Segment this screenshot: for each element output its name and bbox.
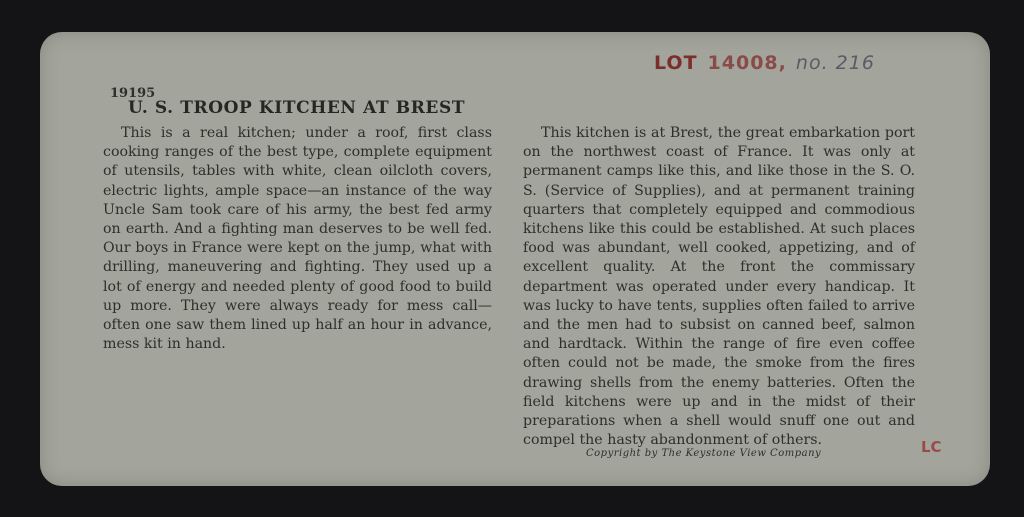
copyright-credit: Copyright by The Keystone View Company (586, 448, 822, 459)
handwritten-lot: LOT (654, 52, 698, 74)
text-column-2 (523, 124, 915, 450)
card-title: U. S. TROOP KITCHEN AT BREST (128, 98, 466, 118)
paragraph-1: This is a real kitchen; under a roof, first class cooking ranges of the best type, complete equipment of utensils, tables with white, clean oilcloth covers, electric lights, ample space—an instance of the way Uncle Sam took care of his army, the best fed army on earth. And a fighting man deserves to be well fed. Our boys in France were kept on the jump, what with drilling, maneuvering and fighting. They used up a lot of energy and needed plenty of good food to build up more. They were always ready for mess call—often one saw them lined up half an hour in advance, mess kit in hand. (103, 125, 492, 353)
handwritten-lot-digits: 14008, (707, 52, 787, 74)
card-number: 19195 (110, 86, 156, 101)
lc-stamp: LC (921, 438, 942, 456)
paragraph-2: This kitchen is at Brest, the great embarkation port on the northwest coast of France. It was only at permanent camps like this, and like those in the S. O. S. (Service of Supplies), and at permanent training quarters that completely equipped and commodious kitchens like this could be established. At such places food was abundant, well cooked, appetizing, and of excellent quality. At the front the commissary department was operated under every handicap. It was lucky to have tents, supplies often failed to arrive and the men had to subsist on canned beef, salmon and hardtack. Within the range of fire even coffee often could not be made, the smoke from the fires drawing shells from the enemy batteries. Often the field kitchens were up and in the midst of their preparations when a shell would snuff one out and compel the hasty abandonment of others. (523, 125, 915, 449)
handwritten-item-no: no. 216 (795, 52, 875, 74)
handwritten-lot-number (654, 52, 875, 74)
text-column-1 (103, 124, 492, 354)
stereograph-card-back (40, 32, 990, 486)
